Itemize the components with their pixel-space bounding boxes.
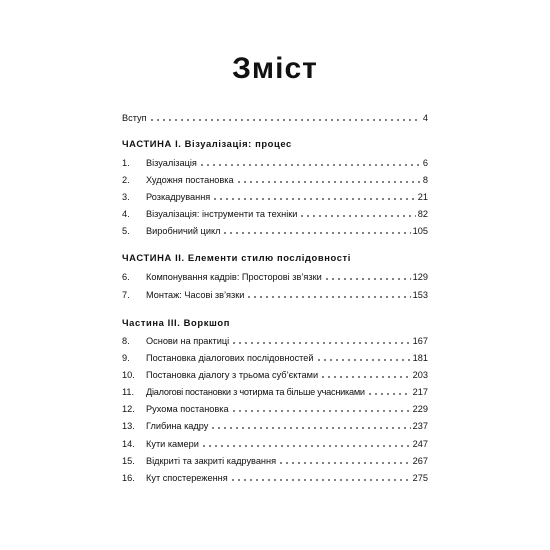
- toc-entry-label: Вступ: [122, 113, 147, 123]
- leader-dots: [199, 163, 421, 167]
- toc-entry-label: Рухома постановка: [146, 404, 229, 414]
- part-heading-3: Частина ІІІ. Воркшоп: [122, 317, 230, 328]
- toc-entry-page: 21: [417, 192, 428, 202]
- leader-dots: [231, 409, 411, 413]
- toc-entry-number: 4.: [122, 209, 130, 219]
- leader-dots: [212, 197, 416, 201]
- leader-dots: [246, 295, 410, 299]
- toc-entry-13[interactable]: [122, 419, 428, 433]
- toc-entry-page: 237: [412, 421, 428, 431]
- toc-entry-label: Художня постановка: [146, 175, 234, 185]
- toc-entry-2[interactable]: [122, 173, 428, 187]
- toc-entry-number: 7.: [122, 290, 130, 300]
- toc-entry-page: 167: [412, 336, 428, 346]
- toc-entry-label: Глибина кадру: [146, 421, 209, 431]
- toc-entry-label: Відкриті та закриті кадрування: [146, 456, 277, 466]
- toc-entry-label: Монтаж: Часові зв’язки: [146, 290, 245, 300]
- toc-entry-1[interactable]: [122, 156, 428, 170]
- toc-entry-label: Діалогові постановки з чотирма та більше учасниками: [146, 387, 365, 397]
- leader-dots: [367, 392, 411, 396]
- toc-entry-number: 12.: [122, 404, 135, 414]
- toc-entry-page: 6: [422, 158, 428, 168]
- toc-entry-6[interactable]: [122, 270, 428, 284]
- toc-entry-label: Виробничий цикл: [146, 226, 221, 236]
- toc-entry-number: 15.: [122, 456, 135, 466]
- toc-entry-number: 10.: [122, 370, 135, 380]
- toc-entry-number: 2.: [122, 175, 130, 185]
- toc-entry-label: Компонування кадрів: Просторові зв’язки: [146, 272, 322, 282]
- toc-entry-page: 229: [412, 404, 428, 414]
- toc-entry-page: 8: [422, 175, 428, 185]
- toc-entry-page: 203: [412, 370, 428, 380]
- part-heading-1: ЧАСТИНА І. Візуалізація: процес: [122, 138, 292, 149]
- leader-dots: [320, 375, 411, 379]
- toc-entry-label: Розкадрування: [146, 192, 211, 202]
- toc-entry-page: 129: [412, 272, 428, 282]
- leader-dots: [210, 426, 410, 430]
- toc-entry-number: 1.: [122, 158, 130, 168]
- leader-dots: [316, 358, 411, 362]
- toc-entry-label: Постановка діалогу з трьома суб’єктами: [146, 370, 319, 380]
- toc-entry-10[interactable]: [122, 368, 428, 382]
- toc-entry-number: 5.: [122, 226, 130, 236]
- part-heading-2: ЧАСТИНА ІІ. Елементи стилю послідовності: [122, 252, 351, 263]
- leader-dots: [324, 277, 411, 281]
- leader-dots: [236, 180, 421, 184]
- toc-entry-page: 4: [422, 113, 428, 123]
- leader-dots: [278, 461, 411, 465]
- toc-entry-5[interactable]: [122, 224, 428, 238]
- leader-dots: [201, 444, 411, 448]
- toc-entry-number: 16.: [122, 473, 135, 483]
- toc-entry-number: 6.: [122, 272, 130, 282]
- toc-entry-8[interactable]: [122, 334, 428, 348]
- toc-entry-12[interactable]: [122, 402, 428, 416]
- toc-entry-label: Постановка діалогових послідовностей: [146, 353, 314, 363]
- toc-entry-number: 3.: [122, 192, 130, 202]
- toc-entry-15[interactable]: [122, 454, 428, 468]
- toc-entry-3[interactable]: [122, 190, 428, 204]
- toc-entry-number: 8.: [122, 336, 130, 346]
- toc-entry-number: 14.: [122, 439, 135, 449]
- toc-entry-number: 11.: [122, 387, 135, 397]
- leader-dots: [299, 214, 415, 218]
- toc-entry-label: Візуалізація: інструменти та техніки: [146, 209, 298, 219]
- toc-entry-label: Основи на практиці: [146, 336, 230, 346]
- toc-entry-7[interactable]: [122, 288, 428, 302]
- toc-entry-9[interactable]: [122, 351, 428, 365]
- toc-entry-page: 247: [412, 439, 428, 449]
- toc-entry-page: 82: [417, 209, 428, 219]
- toc-entry-intro[interactable]: [122, 111, 428, 125]
- toc-entry-page: 105: [412, 226, 428, 236]
- leader-dots: [230, 478, 411, 482]
- toc-entry-page: 181: [412, 353, 428, 363]
- leader-dots: [149, 118, 421, 122]
- toc-entry-page: 153: [412, 290, 428, 300]
- toc-entry-label: Кути камери: [146, 439, 199, 449]
- toc-entry-number: 13.: [122, 421, 135, 431]
- toc-entry-11[interactable]: [122, 385, 428, 399]
- page-title: Зміст: [232, 52, 318, 85]
- toc-entry-label: Візуалізація: [146, 158, 197, 168]
- toc-entry-4[interactable]: [122, 207, 428, 221]
- toc-entry-page: 267: [412, 456, 428, 466]
- leader-dots: [222, 231, 410, 235]
- leader-dots: [231, 341, 410, 345]
- toc-entry-16[interactable]: [122, 471, 428, 485]
- toc-entry-page: 217: [412, 387, 428, 397]
- toc-entry-label: Кут спостереження: [146, 473, 228, 483]
- toc-entry-page: 275: [412, 473, 428, 483]
- toc-entry-14[interactable]: [122, 437, 428, 451]
- toc-entry-number: 9.: [122, 353, 130, 363]
